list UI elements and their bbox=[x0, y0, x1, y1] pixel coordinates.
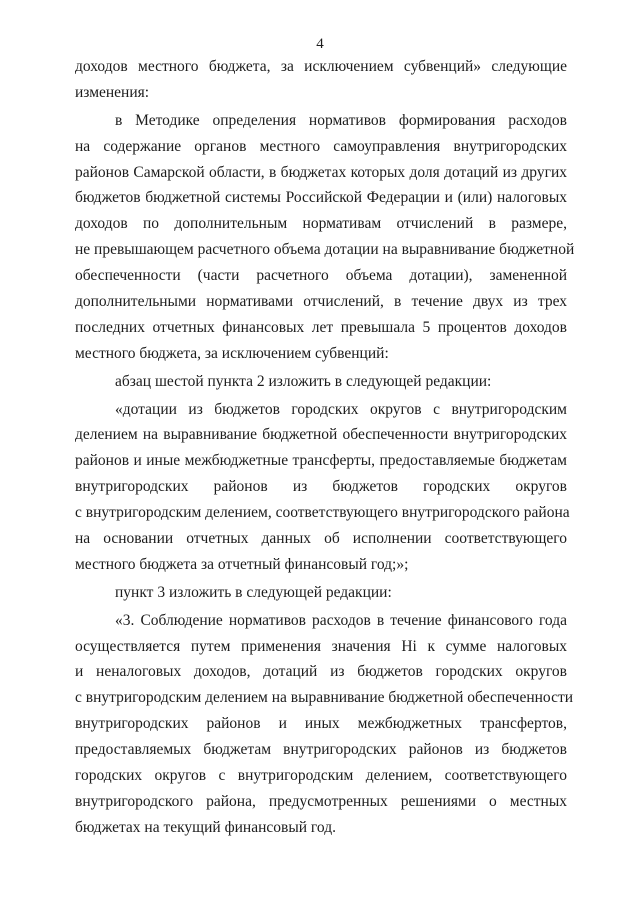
text-line: не превышающем расчетного объема дотации на выравнивание бюджетной bbox=[75, 241, 575, 259]
text-line: осуществляется путем применения значения Hi к сумме налоговых bbox=[75, 637, 567, 655]
text-line: внутригородских районов из бюджетов городских округов bbox=[75, 478, 567, 496]
text-line: бюджетов бюджетной системы Российской Федерации и (или) налоговых bbox=[75, 189, 567, 207]
text-line: доходов по дополнительным нормативам отчислений в размере, bbox=[75, 215, 567, 233]
text-line: местного бюджета, за исключением субвенций: bbox=[75, 344, 389, 362]
text-line: изменения: bbox=[75, 83, 150, 101]
text-line: местного бюджета за отчетный финансовый год;»; bbox=[75, 555, 409, 573]
page-number: 4 bbox=[316, 36, 324, 52]
text-line: «дотации из бюджетов городских округов с внутригородским bbox=[115, 400, 567, 418]
text-line: обеспеченности (части расчетного объема дотации), замененной bbox=[75, 267, 567, 285]
text-line: на основании отчетных данных об исполнении соответствующего bbox=[75, 530, 567, 548]
text-line: в Методике определения нормативов формирования расходов bbox=[115, 111, 567, 129]
text-line: делением на выравнивание бюджетной обеспеченности внутригородских bbox=[75, 426, 567, 444]
text-line: городских округов с внутригородским делением, соответствующего bbox=[75, 767, 567, 785]
document-body bbox=[75, 54, 575, 841]
text-line: доходов местного бюджета, за исключением субвенций» следующие bbox=[75, 58, 567, 75]
text-line: районов и иные межбюджетные трансферты, предоставляемые бюджетам bbox=[75, 452, 567, 470]
text-line: внутригородского района, предусмотренных решениями о местных bbox=[75, 792, 567, 810]
text-line: внутригородских районов и иных межбюджетных трансфертов, bbox=[75, 715, 567, 733]
text-line: пункт 3 изложить в следующей редакции: bbox=[115, 583, 392, 601]
text-line: с внутригородским делением на выравнивание бюджетной обеспеченности bbox=[75, 689, 574, 707]
text-line: и неналоговых доходов, дотаций из бюджетов городских округов bbox=[75, 663, 567, 681]
text-line: «3. Соблюдение нормативов расходов в течение финансового года bbox=[115, 611, 567, 629]
text-line: дополнительными нормативами отчислений, в течение двух из трех bbox=[75, 293, 567, 311]
text-line: предоставляемых бюджетам внутригородских районов из бюджетов bbox=[75, 741, 567, 759]
text-line: абзац шестой пункта 2 изложить в следующей редакции: bbox=[115, 372, 492, 390]
text-line: районов Самарской области, в бюджетах которых доля дотаций из других bbox=[75, 163, 567, 181]
text-line: на содержание органов местного самоуправления внутригородских bbox=[75, 137, 567, 155]
text-line: бюджетах на текущий финансовый год. bbox=[75, 818, 336, 836]
text-line: последних отчетных финансовых лет превышала 5 процентов доходов bbox=[75, 318, 567, 336]
text-line: с внутригородским делением, соответствующего внутригородского района bbox=[75, 504, 570, 522]
